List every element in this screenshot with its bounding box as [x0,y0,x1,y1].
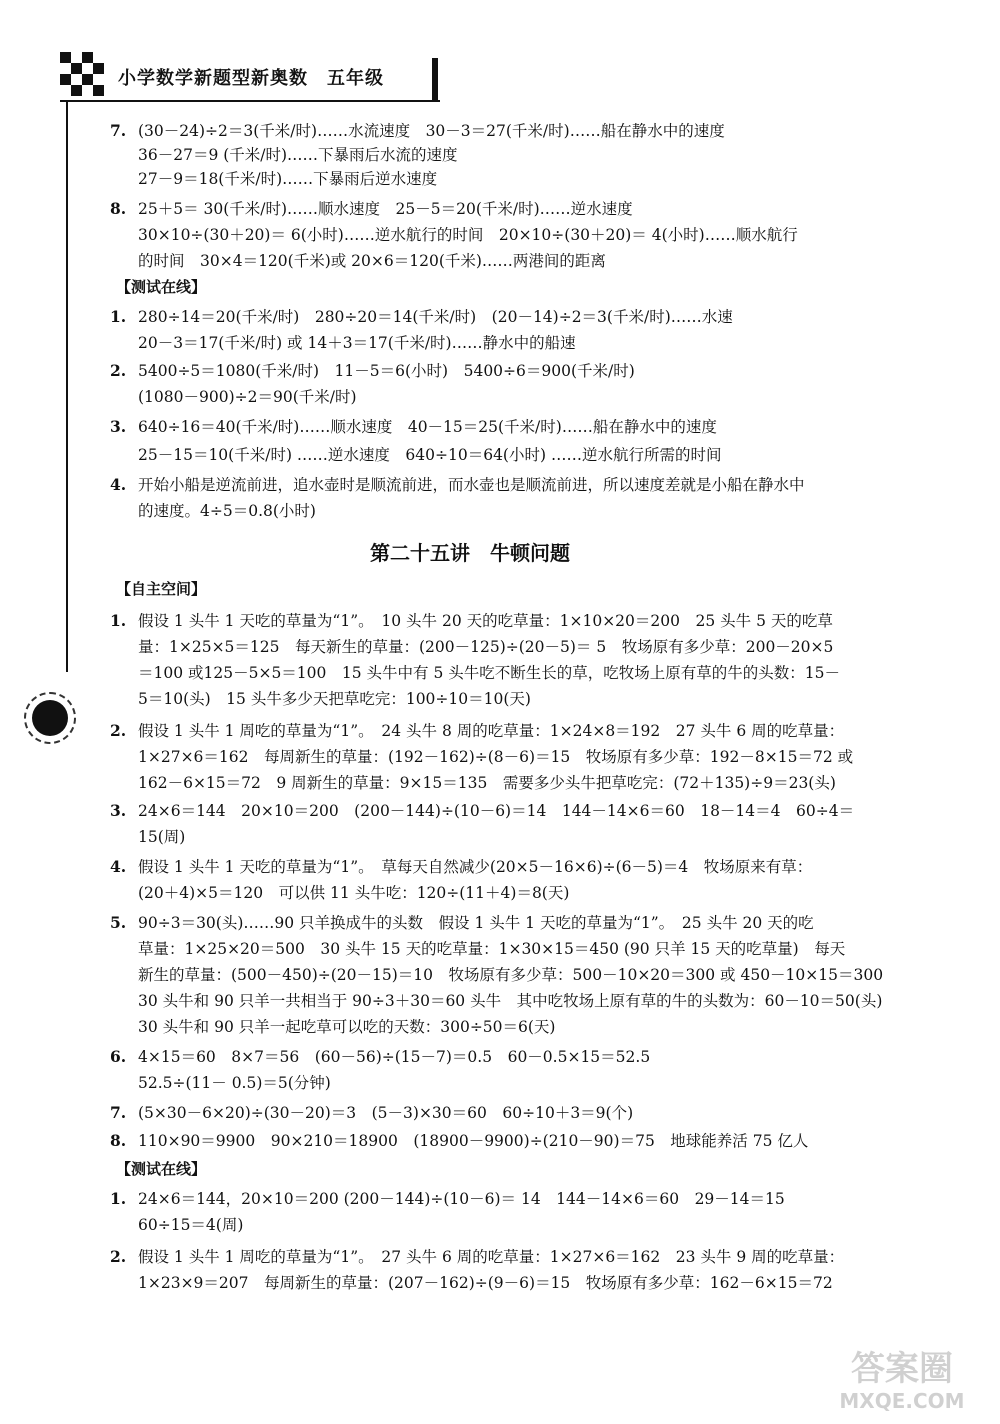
answer-line [130,500,316,522]
line-text: 30 头牛和 90 只羊一起吃草可以吃的天数：300÷50＝6(天) [138,1018,556,1036]
answer-line [130,964,883,986]
answer-line [130,386,357,408]
answer-line [130,662,840,684]
item-number: 8. [110,1131,127,1150]
line-text: 30 头牛和 90 只羊一共相当于 90÷3＋30＝60 头牛 其中吃牧场上原有草的牛的头数为：60－10＝50(头) [138,992,883,1010]
line-text: 假设 1 头牛 1 天吃的草量为“1”。 10 头牛 20 天的吃草量：1×10×20＝200 25 头牛 5 天的吃草 [138,612,833,630]
answer-line [110,198,633,220]
answer-line [110,1046,651,1068]
answer-line [110,720,845,742]
line-text: 25－15＝10(千米/时) ……逆水速度 640÷10＝64(小时) ……逆水航行所需的时间 [138,446,722,464]
answer-line [130,772,836,794]
answer-line [110,120,725,142]
section-label: 【测试在线】 [116,1160,207,1178]
answer-line [130,1072,331,1094]
item-number: 2. [110,721,127,740]
item-number: 4. [110,857,127,876]
page-header [60,52,440,102]
line-text: 162－6×15＝72 9 周新生的草量：9×15＝135 需要多少头牛把草吃完：(72＋135)÷9＝23(头) [138,774,836,792]
item-number: 1. [110,1189,127,1208]
svg-text:答案圈: 答案圈 [851,1349,953,1389]
item-number: 4. [110,475,127,494]
line-text: 27－9＝18(千米/时)……下暴雨后逆水速度 [138,170,438,188]
item-number: 3. [110,417,127,436]
answer-line [130,882,569,904]
line-text: 假设 1 头牛 1 周吃的草量为“1”。 24 头牛 8 周的吃草量：1×24×8＝192 27 头牛 6 周的吃草量： [138,722,845,740]
line-text: 开始小船是逆流前进，追水壶时是顺流前进，而水壶也是顺流前进，所以速度差就是小船在静水中 [138,476,805,494]
line-text: 的速度。4÷5＝0.8(小时) [138,502,316,520]
line-text: 5400÷5＝1080(千米/时) 11－5＝6(小时) 5400÷6＝900(千米/时) [138,362,635,380]
line-text: 5＝10(头) 15 头牛多少天把草吃完：100÷10＝10(天) [138,690,531,708]
line-text: 1×27×6＝162 每周新生的草量：(192－162)÷(8－6)＝15 牧场原有多少草：192－8×15＝72 或 [138,748,854,766]
line-text: 4×15＝60 8×7＝56 (60－56)÷(15－7)＝0.5 60－0.5×15＝52.5 [138,1048,651,1066]
answer-line [130,1272,833,1294]
answer-line [130,826,185,848]
answer-line [130,688,531,710]
answer-line [130,990,882,1012]
watermark-logo [822,1342,982,1414]
line-text: 90÷3＝30(头)……90 只羊换成牛的头数 假设 1 头牛 1 天吃的草量为“1”。 25 头牛 20 天的吃 [138,914,814,932]
answer-line [110,416,717,438]
answer-line [110,912,814,934]
item-number: 3. [110,801,127,820]
answer-line [110,474,805,496]
section-label: 【自主空间】 [116,580,207,598]
answer-line [110,306,733,328]
line-text: 640÷16＝40(千米/时)……顺水速度 40－15＝25(千米/时)……船在静水中的速度 [138,418,717,436]
line-text: 36－27＝9 (千米/时)……下暴雨后水流的速度 [138,146,458,164]
line-text: 24×6＝144，20×10＝200 (200－144)÷(10－6)＝ 14 144－14×6＝60 29－14＝15 [138,1190,785,1208]
line-text: 25＋5＝ 30(千米/时)……顺水速度 25－5＝20(千米/时)……逆水速度 [138,200,633,218]
line-text: 草量：1×25×20＝500 30 头牛 15 天的吃草量：1×30×15＝450 (90 只羊 15 天的吃草量) 每天 [138,940,846,958]
grid-logo-icon [60,52,104,96]
line-text: 52.5÷(11－ 0.5)＝5(分钟) [138,1074,331,1092]
item-number: 6. [110,1047,127,1066]
item-number: 7. [110,1103,127,1122]
line-text: 假设 1 头牛 1 周吃的草量为“1”。 27 头牛 6 周的吃草量：1×27×6＝162 23 头牛 9 周的吃草量： [138,1248,845,1266]
line-text: 1×23×9＝207 每周新生的草量：(207－162)÷(9－6)＝15 牧场原有多少草：162－6×15＝72 [138,1274,833,1292]
book-title: 小学数学新题型新奥数 五年级 [118,68,384,89]
item-number: 2. [110,1247,127,1266]
item-number: 2. [110,361,127,380]
item-number: 5. [110,913,127,932]
margin-dot-icon [24,692,76,744]
line-text: 30×10÷(30＋20)＝ 6(小时)……逆水航行的时间 20×10÷(30＋20)＝ 4(小时)……顺水航行 [138,226,798,244]
answer-line [130,636,833,658]
answer-line [130,1214,243,1236]
line-text: 110×90＝9900 90×210＝18900 (18900－9900)÷(210－90)＝75 地球能养活 75 亿人 [138,1132,809,1150]
line-text: 量：1×25×5＝125 每天新生的草量：(200－125)÷(20－5)＝ 5 牧场原有多少草：200－20×5 [138,638,834,656]
line-text: (30－24)÷2＝3(千米/时)……水流速度 30－3＝27(千米/时)……船在静水中的速度 [138,122,725,140]
line-text: 15(周) [138,828,186,846]
line-text: 20－3＝17(千米/时) 或 14＋3＝17(千米/时)……静水中的船速 [138,334,576,352]
line-text: 的时间 30×4＝120(千米)或 20×6＝120(千米)……两港间的距离 [138,252,606,270]
answer-line [110,800,855,822]
svg-text:MXQE.COM: MXQE.COM [839,1389,965,1413]
item-number: 7. [110,121,127,140]
item-number: 8. [110,199,127,218]
line-text: (1080－900)÷2＝90(千米/时) [138,388,357,406]
answer-line [130,1016,555,1038]
answer-line [130,444,721,466]
answer-line [130,938,845,960]
item-number: 1. [110,611,127,630]
answer-line [110,856,813,878]
answer-line [130,332,576,354]
margin-rule [66,102,68,672]
answer-line [110,360,635,382]
line-text: (20＋4)×5＝120 可以供 11 头牛吃：120÷(11＋4)＝8(天) [138,884,570,902]
answer-line [130,746,853,768]
answer-line [110,1246,845,1268]
header-rule [60,100,440,102]
answer-line [130,144,458,166]
line-text: 新生的草量：(500－450)÷(20－15)＝10 牧场原有多少草：500－10×20＝300 或 450－10×15＝300 [138,966,884,984]
answer-line [130,168,437,190]
answer-line [110,1130,809,1152]
line-text: 假设 1 头牛 1 天吃的草量为“1”。 草每天自然减少(20×5－16×6)÷(6－5)＝4 牧场原来有草： [138,858,813,876]
header-bar [432,58,438,102]
item-number: 1. [110,307,127,326]
answer-line [130,250,606,272]
answer-line [110,610,833,632]
lecture-title: 第二十五讲 牛顿问题 [370,541,570,565]
line-text: 60÷15＝4(周) [138,1216,244,1234]
line-text: 24×6＝144 20×10＝200 (200－144)÷(10－6)＝14 144－14×6＝60 18－14＝4 60÷4＝ [138,802,855,820]
answer-line [130,224,798,246]
line-text: (5×30－6×20)÷(30－20)＝3 (5－3)×30＝60 60÷10＋3＝9(个) [138,1104,634,1122]
answer-line [110,1188,785,1210]
section-label: 【测试在线】 [116,278,207,296]
line-text: 280÷14＝20(千米/时) 280÷20＝14(千米/时) (20－14)÷2＝3(千米/时)……水速 [138,308,733,326]
answer-line [110,1102,634,1124]
line-text: ＝100 或125－5×5＝100 15 头牛中有 5 头牛吃不断生长的草，吃牧场上原有草的牛的头数：15－ [138,664,840,682]
